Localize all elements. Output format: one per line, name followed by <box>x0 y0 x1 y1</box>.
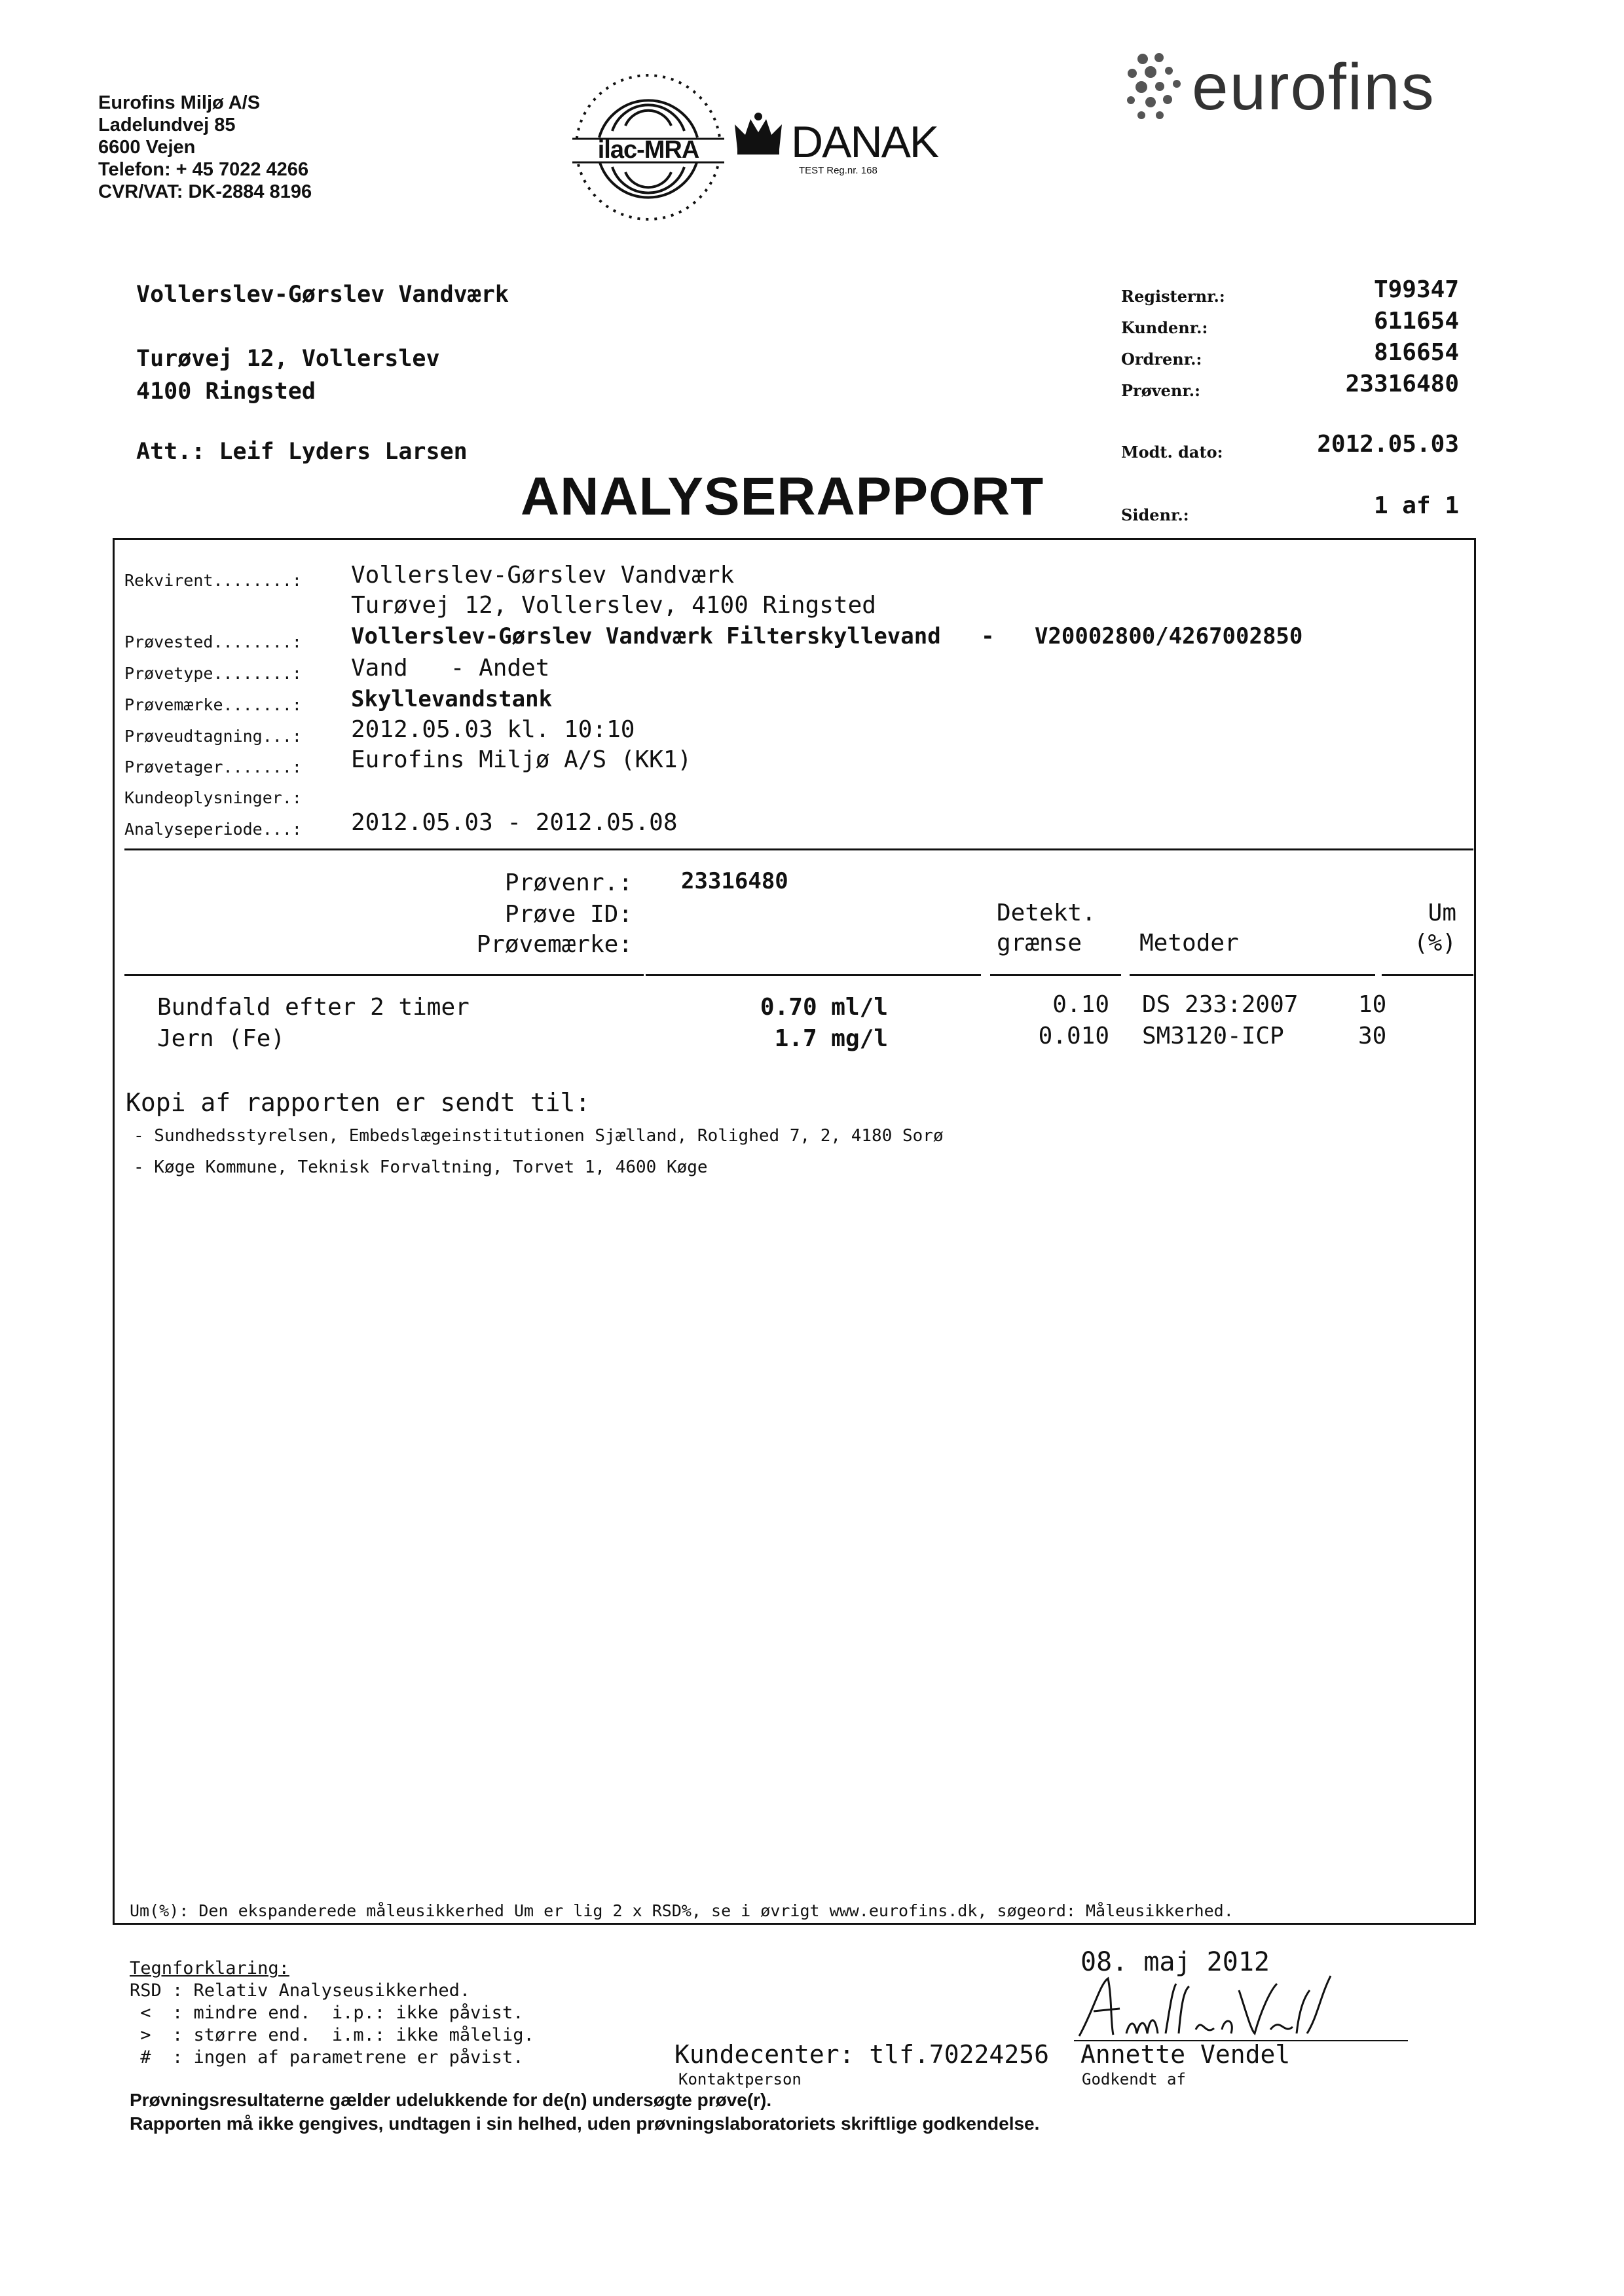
provemaerke-label: Prøvemærke.......: <box>124 695 302 714</box>
footer-line-2: Rapporten må ikke gengives, undtagen i sin helhed, uden prøvningslaboratoriets skriftlige godkendelse. <box>130 2113 1040 2134</box>
copy-recipient-1: - Sundhedsstyrelsen, Embedslægeinstitutionen Sjælland, Rolighed 7, 2, 4180 Sorø <box>134 1126 944 1146</box>
result-detection-limit: 0.10 <box>1052 991 1109 1018</box>
analyseperiode-value: 2012.05.03 - 2012.05.08 <box>351 809 678 836</box>
recipient-street: Turøvej 12, Vollerslev <box>136 346 440 372</box>
provetager-label: Prøvetager.......: <box>124 757 302 776</box>
frame-top-line <box>113 538 1476 540</box>
result-um: 10 <box>1358 991 1387 1018</box>
provested-label: Prøvested........: <box>124 632 302 651</box>
result-detection-limit: 0.010 <box>1038 1023 1109 1049</box>
company-cvr: CVR/VAT: DK-2884 8196 <box>98 181 312 202</box>
um-note: Um(%): Den ekspanderede måleusikkerhed Um er lig 2 x RSD%, se i øvrigt www.eurofins.dk, søgeord: Måleusikkerhed. <box>130 1901 1234 1920</box>
ref-label-provenr: Prøvenr.: <box>1121 381 1201 400</box>
kontaktperson-label: Kontaktperson <box>678 2070 802 2088</box>
legend-title: Tegnforklaring: <box>130 1958 289 1978</box>
result-um: 30 <box>1358 1023 1387 1049</box>
signature-image <box>1074 1971 1336 2043</box>
result-parameter: Jern (Fe) <box>157 1025 286 1052</box>
recipient-att: Att.: Leif Lyders Larsen <box>136 439 468 465</box>
crown-icon <box>732 111 784 157</box>
detekt-header-line2: grænse <box>997 930 1082 957</box>
results-header-underline-4 <box>1130 974 1375 976</box>
rekvirent-line1: Vollerslev-Gørslev Vandværk <box>351 562 735 589</box>
godkendt-label: Godkendt af <box>1082 2070 1186 2088</box>
result-method: SM3120-ICP <box>1142 1023 1284 1049</box>
kundeoplysninger-label: Kundeoplysninger.: <box>124 788 302 807</box>
result-value: 0.70 ml/l <box>760 994 888 1021</box>
page-number-label: Sidenr.: <box>1121 505 1189 524</box>
kundecenter-phone: Kundecenter: tlf.70224256 <box>674 2040 1049 2069</box>
results-provemaerke-label: Prøvemærke: <box>476 931 633 958</box>
danak-text: DANAK <box>791 117 938 167</box>
company-address <box>98 92 312 203</box>
ref-value-registernr: T99347 <box>1373 276 1459 303</box>
um-header-line1: Um <box>1428 900 1456 926</box>
provested-value: Vollerslev-Gørslev Vandværk Filterskyllevand - V20002800/4267002850 <box>351 623 1303 649</box>
um-header-line2: (%) <box>1413 930 1456 957</box>
company-phone: Telefon: + 45 7022 4266 <box>98 159 309 180</box>
metoder-header: Metoder <box>1139 930 1239 957</box>
legend-line-1: RSD : Relativ Analyseusikkerhed. <box>130 1980 471 2001</box>
ilac-mra-logo <box>563 65 733 229</box>
proveudtagning-label: Prøveudtagning...: <box>124 727 302 746</box>
danak-reg-text: TEST Reg.nr. 168 <box>799 165 877 176</box>
result-value: 1.7 mg/l <box>774 1025 888 1052</box>
provetager-value: Eurofins Miljø A/S (KK1) <box>351 746 692 773</box>
result-parameter: Bundfald efter 2 timer <box>157 994 470 1021</box>
signoff-date: 08. maj 2012 <box>1080 1947 1270 1977</box>
ref-value-provenr: 23316480 <box>1345 371 1459 397</box>
company-city: 6600 Vejen <box>98 137 196 158</box>
results-provenr-value: 23316480 <box>681 868 788 894</box>
copy-heading: Kopi af rapporten er sendt til: <box>126 1088 591 1117</box>
recipient-city: 4100 Ringsted <box>136 378 316 405</box>
info-divider <box>124 848 1473 850</box>
detekt-header-line1: Detekt. <box>997 900 1096 926</box>
frame-bottom-line <box>113 1923 1476 1925</box>
company-name: Eurofins Miljø A/S <box>98 92 261 113</box>
results-header-underline-3 <box>990 974 1121 976</box>
ref-value-kundenr: 611654 <box>1373 308 1459 335</box>
analyseperiode-label: Analyseperiode...: <box>124 820 302 839</box>
provetype-value: Vand - Andet <box>351 655 550 682</box>
footer-line-1: Prøvningsresultaterne gælder udelukkende for de(n) undersøgte prøve(r). <box>130 2090 772 2110</box>
copy-recipient-2: - Køge Kommune, Teknisk Forvaltning, Torvet 1, 4600 Køge <box>134 1157 708 1177</box>
result-method: DS 233:2007 <box>1142 991 1299 1018</box>
results-prove-id-label: Prøve ID: <box>504 901 633 928</box>
company-street: Ladelundvej 85 <box>98 115 236 136</box>
ref-label-ordrenr: Ordrenr.: <box>1121 350 1202 369</box>
provetype-label: Prøvetype........: <box>124 664 302 683</box>
proveudtagning-value: 2012.05.03 kl. 10:10 <box>351 716 635 743</box>
rekvirent-line2: Turøvej 12, Vollerslev, 4100 Ringsted <box>351 592 876 619</box>
received-date-value: 2012.05.03 <box>1317 431 1459 458</box>
legend-line-4: # : ingen af parametrene er påvist. <box>130 2047 524 2068</box>
results-header-underline-2 <box>646 974 981 976</box>
legend-line-3: > : større end. i.m.: ikke målelig. <box>130 2025 534 2045</box>
approver-name: Annette Vendel <box>1080 2040 1291 2069</box>
ref-value-ordrenr: 816654 <box>1373 339 1459 366</box>
received-date-label: Modt. dato: <box>1121 443 1223 462</box>
rekvirent-label: Rekvirent........: <box>124 571 302 590</box>
page-number-value: 1 af 1 <box>1373 492 1459 519</box>
frame-left-line <box>113 538 115 1925</box>
frame-right-line <box>1474 538 1476 1925</box>
legend-line-2: < : mindre end. i.p.: ikke påvist. <box>130 2003 524 2023</box>
results-header-underline-1 <box>124 974 644 976</box>
provemaerke-value: Skyllevandstank <box>351 686 553 712</box>
eurofins-dots-icon <box>1123 51 1185 123</box>
eurofins-wordmark: eurofins <box>1192 50 1435 124</box>
report-title: ANALYSERAPPORT <box>521 467 1044 526</box>
results-header-underline-5 <box>1382 974 1473 976</box>
ref-label-kundenr: Kundenr.: <box>1121 318 1208 337</box>
results-provenr-label: Prøvenr.: <box>504 869 633 896</box>
recipient-name: Vollerslev-Gørslev Vandværk <box>136 282 509 308</box>
ref-label-registernr: Registernr.: <box>1121 287 1225 306</box>
ilac-mra-text: ilac-MRA <box>597 136 699 164</box>
